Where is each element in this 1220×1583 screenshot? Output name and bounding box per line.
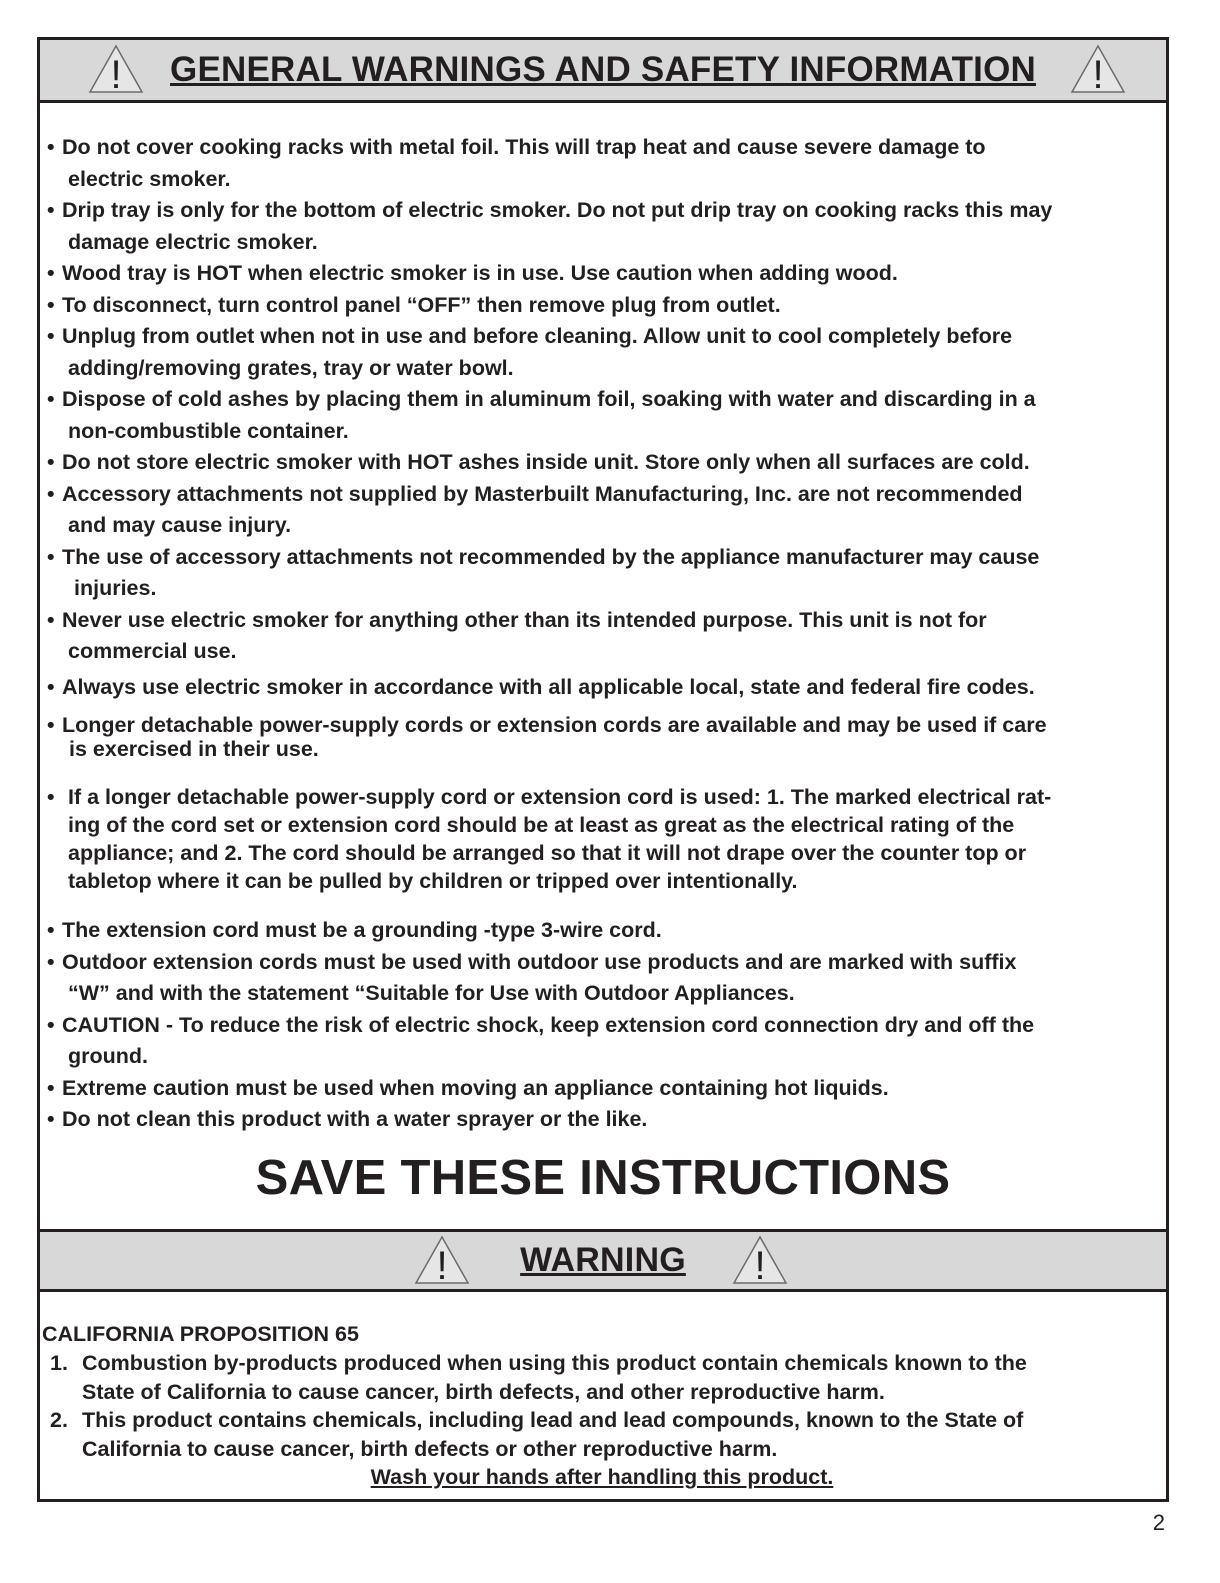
warning-triangle-icon xyxy=(88,44,144,94)
list-item: • To disconnect, turn control panel “OFF” then remove plug from outlet. xyxy=(47,292,781,317)
safety-bullet-list xyxy=(47,132,1165,1136)
list-item: • Outdoor extension cords must be used with outdoor use products and are marked with suffix “W” and with the statement “Suitable for Use with Outdoor Appliances. xyxy=(47,949,1017,1005)
svg-text:!: ! xyxy=(754,1244,766,1285)
warning-banner xyxy=(40,1232,1166,1292)
svg-text:!: ! xyxy=(110,53,122,94)
list-item: • Do not cover cooking racks with metal foil. This will trap heat and cause severe damage to electric smoker. xyxy=(47,135,986,191)
list-item: • Extreme caution must be used when moving an appliance containing hot liquids. xyxy=(47,1075,889,1100)
save-instructions-heading: SAVE THESE INSTRUCTIONS xyxy=(255,1151,951,1205)
list-item: • Wood tray is HOT when electric smoker is in use. Use caution when adding wood. xyxy=(47,261,898,285)
list-item: • The use of accessory attachments not recommended by the appliance manufacturer may cause injuries. xyxy=(47,544,1040,600)
warning-title: WARNING xyxy=(520,1241,686,1279)
general-warnings-title: GENERAL WARNINGS AND SAFETY INFORMATION xyxy=(170,50,1036,89)
general-warnings-section xyxy=(37,37,1169,1232)
list-item: • Do not clean this product with a water sprayer or the like. xyxy=(47,1107,648,1131)
prop65-title: CALIFORNIA PROPOSITION 65 xyxy=(42,1322,359,1346)
list-item: • Do not store electric smoker with HOT ashes inside unit. Store only when all surfaces are cold. xyxy=(47,450,1030,474)
list-item: • The extension cord must be a grounding -type 3-wire cord. xyxy=(47,918,662,942)
page-number: 2 xyxy=(1152,1510,1165,1535)
list-item: • Dispose of cold ashes by placing them in aluminum foil, soaking with water and discarding in a non-combustible container. xyxy=(47,387,1036,443)
general-warnings-banner xyxy=(40,40,1166,103)
list-item: 1. Combustion by-products produced when using this product contain chemicals known to the State of California to cause cancer, birth defects, and other reproductive harm. xyxy=(50,1351,1027,1404)
prop65-body xyxy=(42,1320,1162,1492)
list-item: • Unplug from outlet when not in use and before cleaning. Allow unit to cool completely before adding/removing grates, tray or water bowl. xyxy=(47,324,1013,380)
list-item: • Longer detachable power-supply cords or extension cords are available and may be used if care is exercised in their use. xyxy=(47,713,1047,761)
prop65-warning-section xyxy=(37,1229,1169,1502)
list-item: • Drip tray is only for the bottom of electric smoker. Do not put drip tray on cooking racks this may damage electric smoker. xyxy=(47,198,1053,254)
wash-hands-note: Wash your hands after handling this product. xyxy=(370,1465,834,1489)
list-item: • If a longer detachable power-supply cord or extension cord is used: 1. The marked electrical rat- ing of the cord set or extension cord should be at least as great as the electrical rating of the appliance; and 2. The cord should be arranged so that it will not drape over the counter top or tabletop where it can be pulled by children or tripped over intentionally. xyxy=(47,785,1052,893)
warning-triangle-icon xyxy=(1070,44,1126,94)
svg-text:!: ! xyxy=(436,1244,448,1285)
list-item: 2. This product contains chemicals, including lead and lead compounds, known to the State of California to cause cancer, birth defects or other reproductive harm. xyxy=(50,1408,1024,1461)
list-item: • Always use electric smoker in accordance with all applicable local, state and federal fire codes. xyxy=(47,674,1035,699)
warning-triangle-icon xyxy=(732,1235,788,1285)
svg-text:!: ! xyxy=(1092,53,1104,94)
prop65-list xyxy=(42,1349,1162,1463)
list-item: • Accessory attachments not supplied by Masterbuilt Manufacturing, Inc. are not recommended and may cause injury. xyxy=(47,481,1023,537)
list-item: • CAUTION - To reduce the risk of electric shock, keep extension cord connection dry and off the ground. xyxy=(47,1012,1035,1068)
warning-triangle-icon xyxy=(414,1235,470,1285)
list-item: • Never use electric smoker for anything other than its intended purpose. This unit is not for commercial use. xyxy=(47,607,987,663)
